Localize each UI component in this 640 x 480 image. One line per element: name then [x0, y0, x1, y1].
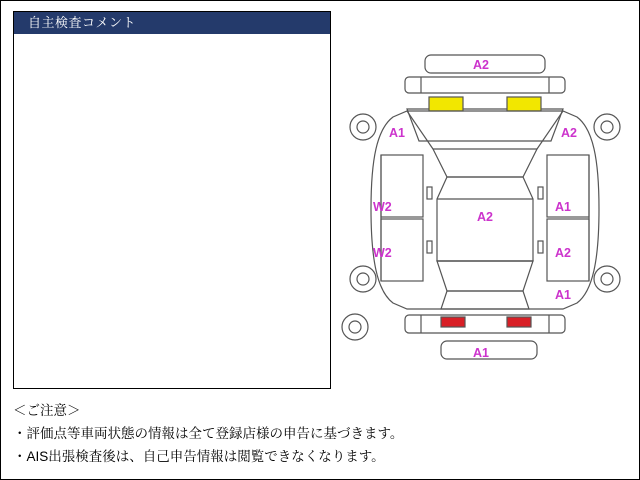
- comment-panel-title: 自主検査コメント: [14, 12, 330, 34]
- label-right-front-door: A1: [555, 200, 571, 214]
- vehicle-damage-diagram: [337, 9, 633, 389]
- rear-window: [437, 261, 533, 291]
- comment-panel-body: [14, 34, 330, 388]
- left-front-door-handle: [427, 187, 432, 199]
- rear-highlight-right: [507, 317, 531, 327]
- hood-panel: [407, 109, 563, 141]
- front-left-fender-line: [407, 111, 433, 149]
- front-bumper-lower: [405, 77, 565, 93]
- label-right-rear-quarter: A1: [555, 288, 571, 302]
- notices-heading: ＜ご注意＞: [13, 403, 81, 418]
- wheel-rear-left: [350, 266, 376, 292]
- label-roof-front: A2: [473, 58, 489, 72]
- notice-line-1: ・評価点等車両状態の情報は全て登録店様の申告に基づきます。: [13, 426, 404, 441]
- hood-highlight-right: [507, 97, 541, 111]
- label-center: A2: [477, 210, 493, 224]
- label-front-right-fender: A2: [561, 126, 577, 140]
- wheel-rear-right: [594, 266, 620, 292]
- notices-block: [13, 399, 625, 468]
- label-left-rear-door: W2: [373, 246, 392, 260]
- vehicle-diagram-svg: [337, 9, 633, 389]
- left-rear-door-handle: [427, 241, 432, 253]
- windshield: [433, 149, 537, 177]
- label-rear-bumper: A1: [473, 346, 489, 360]
- right-front-door-handle: [538, 187, 543, 199]
- trunk-panel: [441, 291, 529, 309]
- notice-line-2: ・AIS出張検査後は、自己申告情報は閲覧できなくなります。: [13, 449, 385, 464]
- rear-bumper-lower: [441, 341, 537, 359]
- front-right-fender-line: [537, 111, 563, 149]
- wheel-front-right: [594, 114, 620, 140]
- hood-highlight-left: [429, 97, 463, 111]
- rear-bumper-upper: [405, 315, 565, 333]
- right-rear-door-handle: [538, 241, 543, 253]
- label-right-rear-door: A2: [555, 246, 571, 260]
- rear-highlight-left: [441, 317, 465, 327]
- self-inspection-comment-panel: [13, 11, 331, 389]
- label-front-left-fender: A1: [389, 126, 405, 140]
- wheel-front-left: [350, 114, 376, 140]
- label-left-front-door: W2: [373, 200, 392, 214]
- spare-wheel: [342, 314, 368, 340]
